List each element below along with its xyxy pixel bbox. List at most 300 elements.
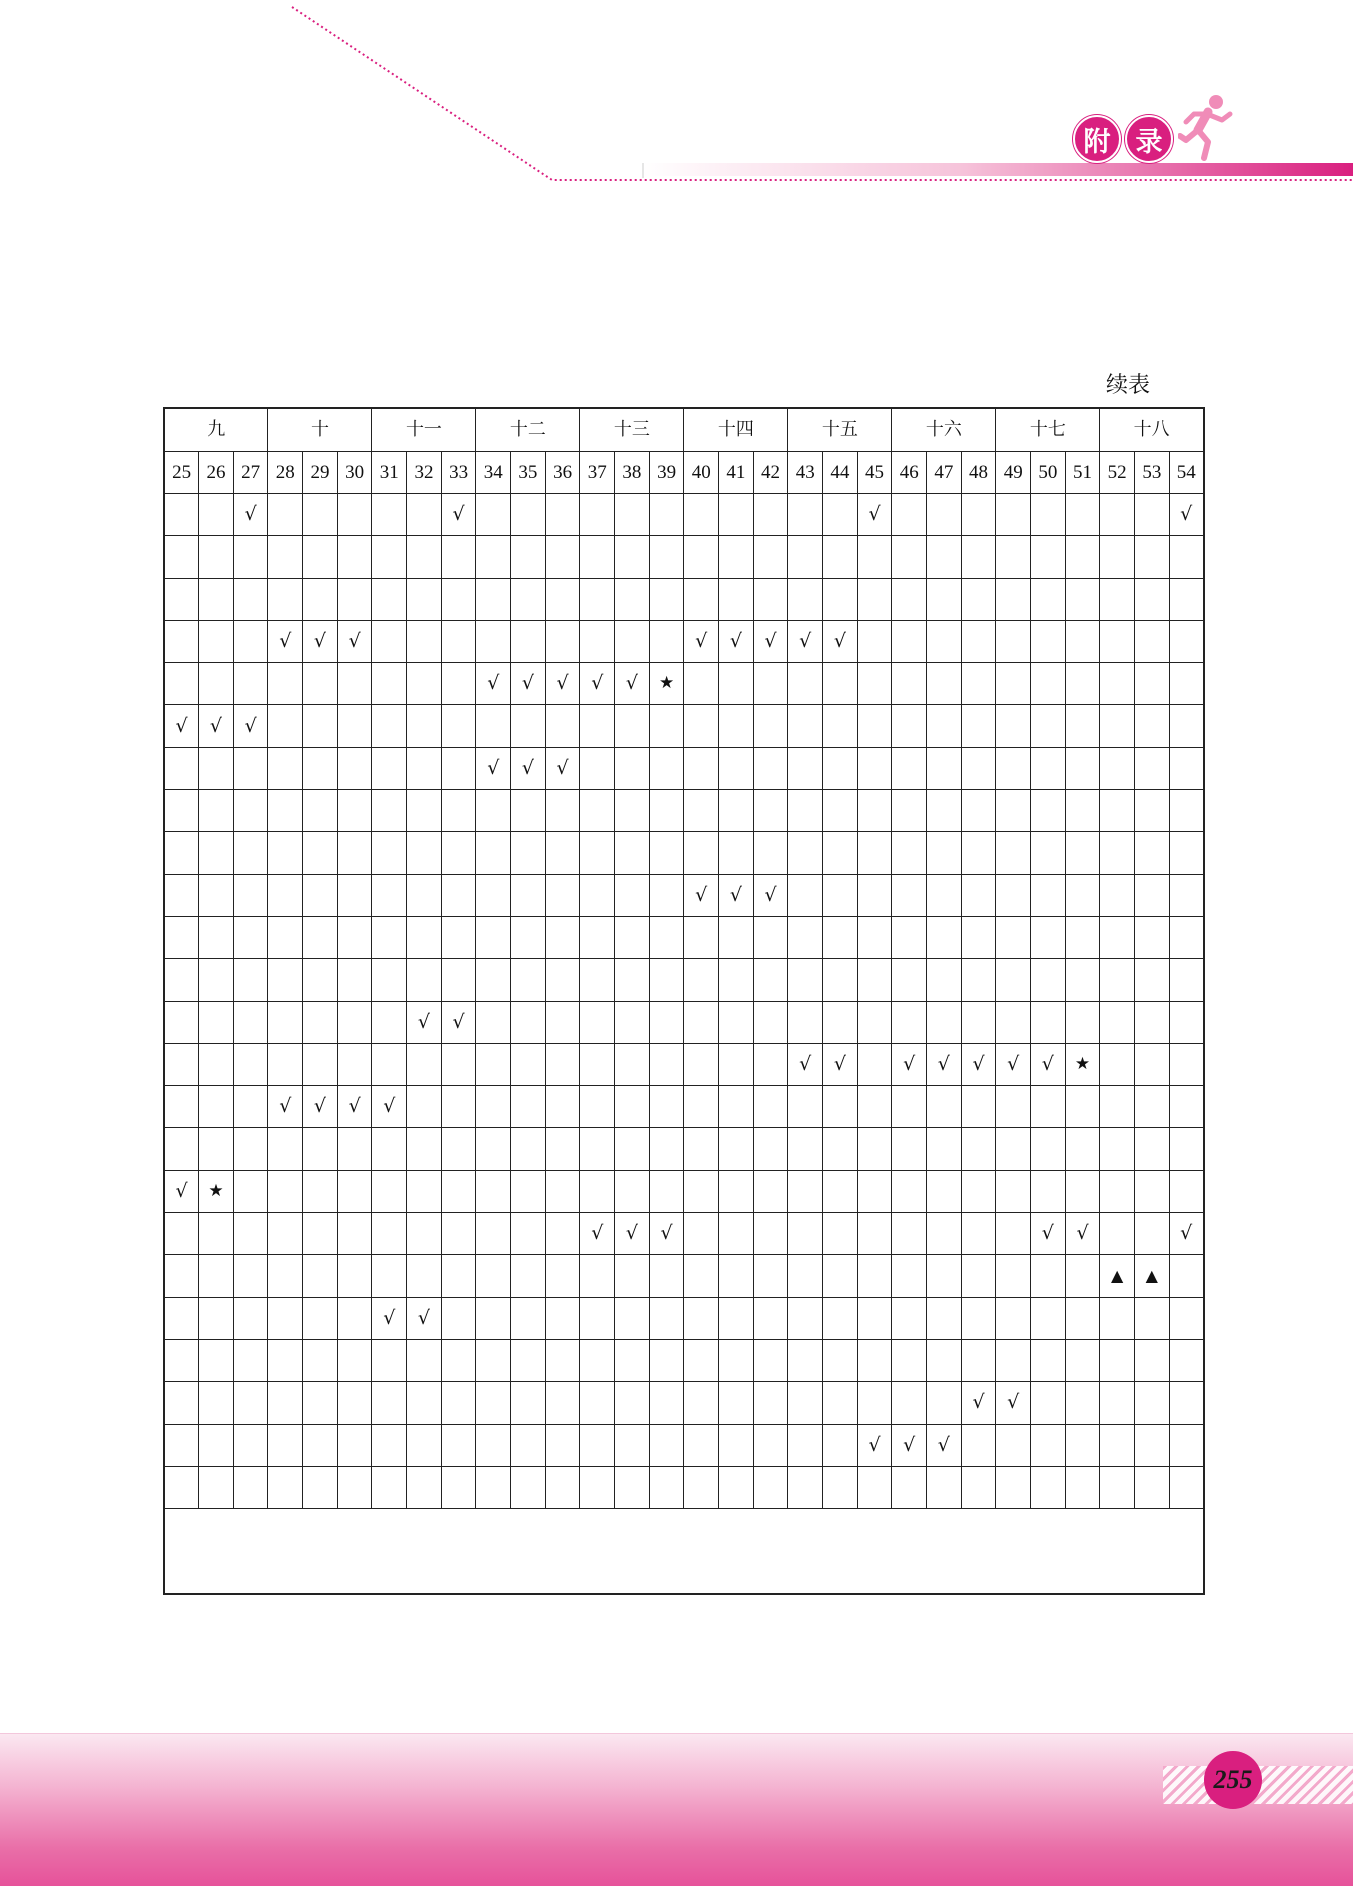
grid-cell [511,1170,546,1212]
grid-cell [580,916,615,958]
grid-cell [649,1086,684,1128]
grid-cell [1135,747,1170,789]
check-mark: √ [268,1086,303,1128]
grid-cell [337,747,372,789]
question-number-cell: 53 [1135,452,1170,494]
header-decoration [0,0,1353,200]
grid-cell [1169,620,1204,662]
grid-cell [337,790,372,832]
grid-cell [857,790,892,832]
grid-cell [1031,1001,1066,1043]
grid-cell [199,832,234,874]
grid-cell [580,536,615,578]
grid-cell [441,874,476,916]
grid-cell [753,1213,788,1255]
grid-cell [1169,874,1204,916]
grid-cell [580,1255,615,1297]
grid-cell [961,1466,996,1508]
grid-cell [1135,916,1170,958]
grid-cell [719,1086,754,1128]
grid-cell [823,1086,858,1128]
check-mark: √ [511,663,546,705]
grid-cell [372,494,407,536]
grid-cell [857,959,892,1001]
grid-cell [337,916,372,958]
badge-char-2: 录 [1125,115,1173,163]
grid-cell [372,536,407,578]
grid-cell [164,1382,199,1424]
grid-cell [649,874,684,916]
grid-cell [927,620,962,662]
grid-cell [892,1255,927,1297]
grid-cell [684,747,719,789]
grid-cell [441,1339,476,1381]
check-mark: √ [372,1297,407,1339]
grid-cell [199,1466,234,1508]
grid-cell [337,832,372,874]
grid-cell [823,1339,858,1381]
grid-cell [649,916,684,958]
grid-cell [511,1001,546,1043]
question-number-cell: 39 [649,452,684,494]
grid-cell [649,1043,684,1085]
grid-cell [441,1170,476,1212]
grid-cell [1169,1128,1204,1170]
table-row [164,832,1204,874]
grid-cell [615,1001,650,1043]
grid-cell [337,1170,372,1212]
grid-cell [892,1339,927,1381]
grid-cell [753,1339,788,1381]
grid-cell [372,747,407,789]
grid-cell [407,494,442,536]
grid-cell [927,536,962,578]
grid-cell [511,1128,546,1170]
grid-cell [511,1424,546,1466]
grid-cell [1169,1086,1204,1128]
grid-cell [927,1170,962,1212]
grid-cell [511,959,546,1001]
grid-cell [823,790,858,832]
grid-cell [719,663,754,705]
grid-cell [476,1297,511,1339]
grid-cell [372,1255,407,1297]
grid-cell [268,747,303,789]
grid-cell [615,1466,650,1508]
table-row [164,1170,1204,1212]
grid-cell [753,1170,788,1212]
grid-cell [476,1213,511,1255]
grid-cell [684,1297,719,1339]
grid-cell [372,1213,407,1255]
grid-cell [684,536,719,578]
grid-cell [1065,916,1100,958]
grid-cell [441,663,476,705]
grid-cell [615,747,650,789]
grid-cell [545,1297,580,1339]
grid-cell [719,916,754,958]
grid-cell [303,747,338,789]
grid-cell [337,705,372,747]
question-number-cell: 34 [476,452,511,494]
grid-cell [545,494,580,536]
grid-cell [996,1213,1031,1255]
grid-cell [233,1382,268,1424]
grid-cell [303,1128,338,1170]
grid-cell [961,790,996,832]
grid-cell [407,1213,442,1255]
grid-cell [1169,1001,1204,1043]
grid-cell [199,1086,234,1128]
grid-cell [961,1424,996,1466]
grid-cell [164,578,199,620]
grid-cell [268,1255,303,1297]
grid-cell [961,959,996,1001]
grid-cell [961,916,996,958]
grid-cell [927,494,962,536]
grid-cell [788,1213,823,1255]
grid-cell [615,536,650,578]
grid-cell [684,1466,719,1508]
grid-cell [580,832,615,874]
group-header-row [164,408,1204,452]
grid-cell [649,1339,684,1381]
grid-cell [1135,705,1170,747]
question-number-cell: 38 [615,452,650,494]
grid-cell [788,1255,823,1297]
group-header-cell: 十一 [372,408,476,452]
grid-cell [1100,705,1135,747]
grid-cell [719,1466,754,1508]
grid-cell [372,578,407,620]
grid-cell [303,1466,338,1508]
grid-cell [719,1339,754,1381]
grid-cell [892,832,927,874]
grid-cell [580,1339,615,1381]
grid-cell [303,916,338,958]
check-mark: √ [476,747,511,789]
grid-cell [823,536,858,578]
grid-cell [1100,1213,1135,1255]
grid-cell [996,578,1031,620]
grid-cell [996,747,1031,789]
grid-cell [441,747,476,789]
check-mark: √ [337,620,372,662]
table-row [164,747,1204,789]
grid-cell [996,959,1031,1001]
table-row [164,1128,1204,1170]
grid-cell [615,790,650,832]
badge-char-1: 附 [1073,115,1121,163]
grid-cell [857,1086,892,1128]
check-mark: √ [857,1424,892,1466]
grid-cell [199,1424,234,1466]
table-footer-row [164,1509,1204,1595]
grid-cell [441,1255,476,1297]
grid-cell [1169,1339,1204,1381]
grid-cell [1135,874,1170,916]
grid-cell [823,747,858,789]
grid-cell [753,959,788,1001]
grid-cell [580,705,615,747]
grid-cell [1100,1170,1135,1212]
grid-cell [441,1424,476,1466]
grid-cell [233,620,268,662]
grid-cell [649,705,684,747]
grid-cell [476,959,511,1001]
check-mark: √ [476,663,511,705]
grid-cell [476,1001,511,1043]
grid-cell [268,494,303,536]
grid-cell [303,705,338,747]
grid-cell [927,705,962,747]
grid-cell [337,1255,372,1297]
grid-cell [615,1170,650,1212]
grid-cell [1169,705,1204,747]
grid-cell [1135,663,1170,705]
grid-cell [927,874,962,916]
grid-cell [927,1086,962,1128]
grid-cell [927,747,962,789]
table-row [164,959,1204,1001]
grid-cell [927,832,962,874]
table-row [164,1424,1204,1466]
grid-cell [753,663,788,705]
header-gradient-bar [643,163,1353,176]
grid-cell [337,1424,372,1466]
check-mark: √ [1065,1213,1100,1255]
grid-cell [268,1170,303,1212]
grid-cell [649,1001,684,1043]
grid-cell [1100,1382,1135,1424]
grid-cell [857,874,892,916]
check-mark: √ [580,663,615,705]
grid-cell [961,874,996,916]
grid-cell [719,578,754,620]
grid-cell [823,663,858,705]
grid-cell [1031,578,1066,620]
grid-cell [545,1170,580,1212]
grid-cell [233,959,268,1001]
grid-cell [615,1086,650,1128]
grid-cell [857,1043,892,1085]
grid-cell [199,494,234,536]
check-mark: √ [545,663,580,705]
grid-cell [927,1466,962,1508]
grid-cell [1135,620,1170,662]
grid-cell [476,1043,511,1085]
table-row [164,1297,1204,1339]
grid-cell [892,1170,927,1212]
grid-cell [892,1297,927,1339]
grid-cell [303,790,338,832]
grid-cell [788,959,823,1001]
grid-cell [961,663,996,705]
grid-cell [441,1086,476,1128]
grid-cell [857,1001,892,1043]
grid-cell [580,747,615,789]
grid-cell [996,1128,1031,1170]
grid-cell [407,705,442,747]
grid-cell [927,1297,962,1339]
grid-cell [1065,959,1100,1001]
grid-cell [753,1001,788,1043]
grid-cell [303,832,338,874]
grid-cell [1065,1466,1100,1508]
grid-cell [407,663,442,705]
grid-cell [892,1382,927,1424]
grid-cell [268,578,303,620]
grid-cell [649,959,684,1001]
grid-cell [1031,874,1066,916]
check-mark: √ [233,494,268,536]
grid-cell [164,916,199,958]
check-mark: √ [753,874,788,916]
grid-cell [1100,832,1135,874]
grid-cell [476,536,511,578]
check-mark: √ [372,1086,407,1128]
grid-cell [892,663,927,705]
grid-cell [892,1213,927,1255]
grid-cell [476,916,511,958]
grid-cell [268,705,303,747]
grid-cell [1169,1255,1204,1297]
grid-cell [649,578,684,620]
grid-cell [927,1128,962,1170]
grid-cell [441,620,476,662]
grid-cell [164,536,199,578]
grid-cell [753,494,788,536]
question-number-cell: 46 [892,452,927,494]
grid-cell [892,1001,927,1043]
group-header-cell: 九 [164,408,268,452]
grid-cell [511,790,546,832]
grid-cell [580,494,615,536]
grid-cell [199,1339,234,1381]
grid-cell [857,1213,892,1255]
grid-cell [753,916,788,958]
check-mark: √ [1169,494,1204,536]
grid-cell [1169,1424,1204,1466]
grid-cell [996,1170,1031,1212]
grid-cell [719,1382,754,1424]
grid-cell [545,1424,580,1466]
grid-cell [1169,663,1204,705]
grid-cell [753,790,788,832]
grid-cell [1100,536,1135,578]
check-mark: √ [511,747,546,789]
grid-cell [1065,494,1100,536]
grid-cell [1065,790,1100,832]
grid-cell [545,1213,580,1255]
grid-cell [857,832,892,874]
question-number-cell: 28 [268,452,303,494]
grid-cell [268,1297,303,1339]
grid-cell [788,1086,823,1128]
grid-cell [407,959,442,1001]
check-mark: √ [684,620,719,662]
grid-cell [476,832,511,874]
grid-cell [511,1466,546,1508]
grid-cell [615,1043,650,1085]
question-number-cell: 32 [407,452,442,494]
grid-cell [719,1255,754,1297]
grid-cell [164,1128,199,1170]
grid-cell [649,1255,684,1297]
grid-cell [996,494,1031,536]
table-row [164,1255,1204,1297]
grid-cell [719,1001,754,1043]
question-number-cell: 41 [719,452,754,494]
grid-cell [337,494,372,536]
grid-cell [753,1382,788,1424]
grid-cell [996,1086,1031,1128]
check-mark: √ [199,705,234,747]
question-number-cell: 45 [857,452,892,494]
grid-cell [337,663,372,705]
grid-cell [857,916,892,958]
grid-cell [788,747,823,789]
grid-cell [857,1339,892,1381]
grid-cell [857,1255,892,1297]
grid-cell [407,1128,442,1170]
grid-cell [684,959,719,1001]
grid-cell [1065,1339,1100,1381]
grid-cell [545,578,580,620]
grid-cell [996,916,1031,958]
grid-cell [511,1213,546,1255]
grid-cell [511,916,546,958]
grid-cell [511,874,546,916]
grid-cell [1135,1213,1170,1255]
grid-cell [372,705,407,747]
grid-cell [545,1382,580,1424]
grid-cell [857,1128,892,1170]
grid-cell [441,536,476,578]
grid-cell [996,1297,1031,1339]
grid-cell [372,959,407,1001]
group-header-cell: 十 [268,408,372,452]
grid-cell [233,1424,268,1466]
check-mark: √ [753,620,788,662]
grid-cell [927,790,962,832]
table-footer-cell [164,1509,1204,1595]
grid-cell [407,1086,442,1128]
grid-cell [580,1128,615,1170]
grid-cell [164,1339,199,1381]
grid-cell [164,874,199,916]
page-number: 255 [1213,1765,1253,1794]
question-number-cell: 26 [199,452,234,494]
grid-cell [927,1339,962,1381]
grid-cell [1100,1297,1135,1339]
grid-cell [441,1128,476,1170]
grid-cell [268,832,303,874]
grid-cell [788,1001,823,1043]
answer-grid-table [163,407,1205,1595]
page-number-badge [1204,1751,1262,1809]
grid-cell [857,620,892,662]
grid-cell [1135,1170,1170,1212]
grid-cell [927,1213,962,1255]
grid-cell [441,1297,476,1339]
grid-cell [996,790,1031,832]
grid-cell [372,1339,407,1381]
question-number-row [164,452,1204,494]
grid-cell [1100,663,1135,705]
grid-cell [268,1001,303,1043]
table-row [164,1339,1204,1381]
